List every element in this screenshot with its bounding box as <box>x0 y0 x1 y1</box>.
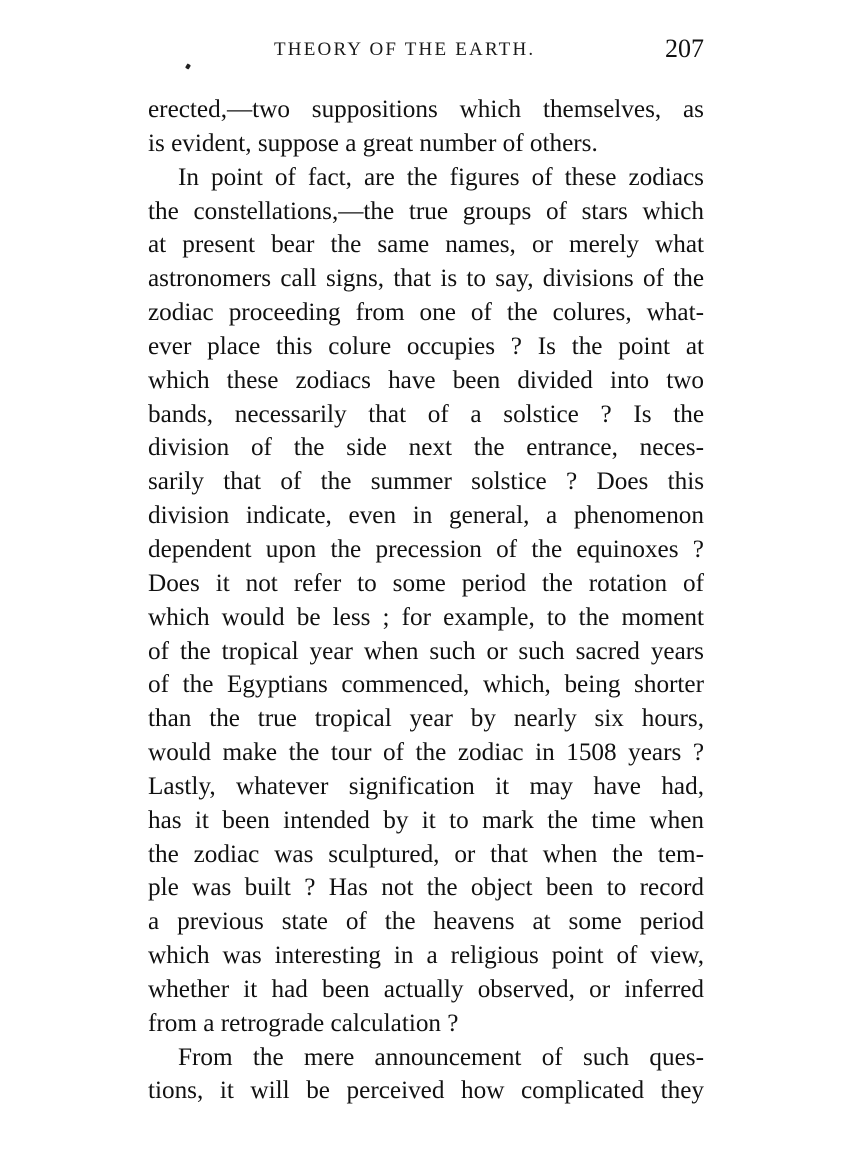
text-line: zodiac proceeding from one of the colures, what- <box>148 299 704 327</box>
text-line: which was interesting in a religious point of view, <box>148 942 704 970</box>
text-line: From the mere announcement of such ques- <box>178 1043 704 1071</box>
text-line: division of the side next the entrance, neces- <box>148 434 704 462</box>
text-line: erected,—two suppositions which themselves, as <box>148 96 704 123</box>
text-line: of the Egyptians commenced, which, being shorter <box>148 671 704 699</box>
text-line: dependent upon the precession of the equinoxes ? <box>148 535 704 563</box>
text-line: would make the tour of the zodiac in 1508 years ? <box>148 739 704 767</box>
text-line: of the tropical year when such or such sacred years <box>148 637 704 665</box>
text-line: at present bear the same names, or merely what <box>148 231 704 259</box>
text-line: ever place this colure occupies ? Is the point at <box>148 332 704 360</box>
text-line: sarily that of the summer solstice ? Does this <box>148 468 704 496</box>
text-line: Lastly, whatever signification it may have had, <box>148 772 704 800</box>
text-line: from a retrograde calculation ? <box>148 1009 459 1037</box>
text-line: astronomers call signs, that is to say, divisions of the <box>148 265 704 293</box>
text-line: a previous state of the heavens at some period <box>148 908 704 936</box>
text-line: which would be less ; for example, to the moment <box>148 603 704 631</box>
text-line: whether it had been actually observed, or inferred <box>148 975 704 1003</box>
text-line: than the true tropical year by nearly six hours, <box>148 705 704 733</box>
text-line: ple was built ? Has not the object been to record <box>148 874 704 902</box>
text-line: which these zodiacs have been divided into two <box>148 366 704 394</box>
body-text <box>148 93 704 1108</box>
text-line: Does it not refer to some period the rotation of <box>148 569 704 597</box>
text-line: the zodiac was sculptured, or that when the tem- <box>148 840 704 868</box>
text-line: tions, it will be perceived how complicated they <box>148 1077 704 1105</box>
text-line: is evident, suppose a great number of others. <box>148 129 598 157</box>
text-line: In point of fact, are the figures of these zodiacs <box>178 163 704 191</box>
text-line: division indicate, even in general, a phenomenon <box>148 502 704 530</box>
page-number: 207 <box>665 34 704 63</box>
printer-mark <box>185 63 191 69</box>
text-line: bands, necessarily that of a solstice ? Is the <box>148 400 704 428</box>
text-line: the constellations,—the true groups of stars which <box>148 197 704 225</box>
running-head <box>148 34 704 68</box>
text-line: has it been intended by it to mark the time when <box>148 806 704 834</box>
running-title: THEORY OF THE EARTH. <box>274 39 536 60</box>
